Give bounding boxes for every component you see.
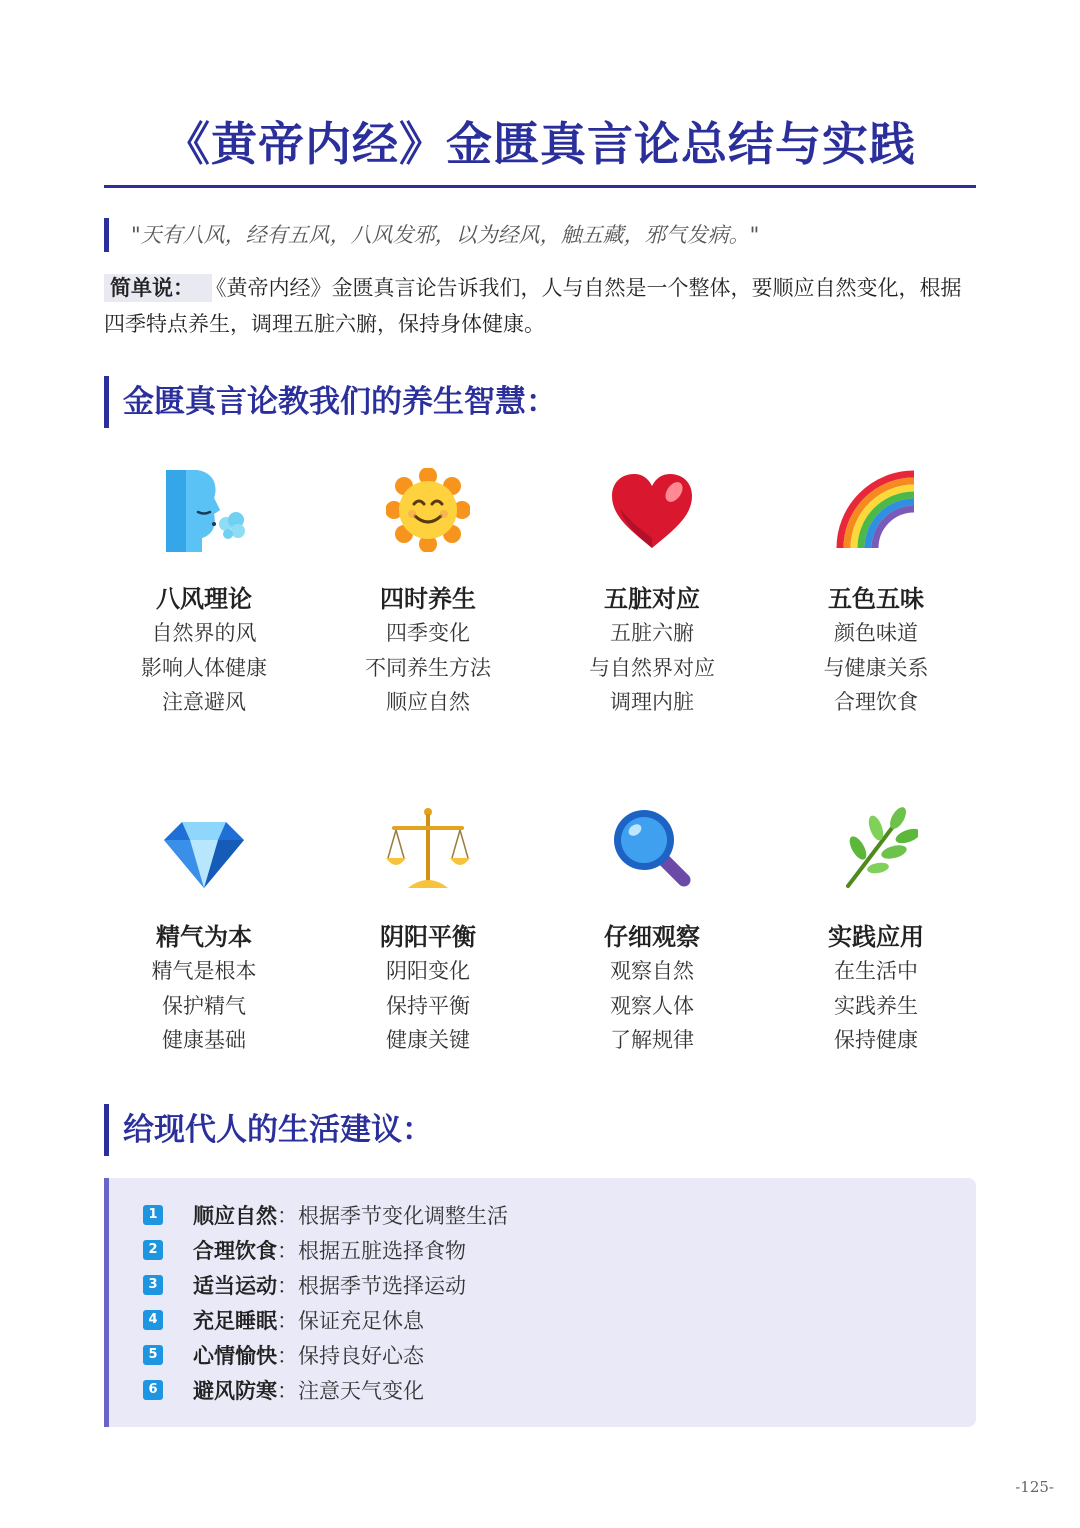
section-heading-advice: 给现代人的生活建议：	[104, 1104, 964, 1156]
card-line: 四季变化	[386, 621, 470, 645]
advice-text: ：注意天气变化	[277, 1379, 424, 1403]
card-line: 精气是根本	[151, 959, 257, 983]
card-line: 了解规律	[610, 1028, 694, 1052]
card-line: 注意避风	[162, 690, 246, 714]
card-wuzang	[552, 468, 752, 720]
card-line: 实践养生	[834, 993, 918, 1018]
card-title: 阴阳平衡	[380, 923, 476, 951]
advice-key: 避风防寒	[193, 1379, 277, 1403]
card-line: 调理内脏	[610, 690, 694, 714]
card-title: 仔细观察	[604, 923, 700, 951]
summary-text: 《黄帝内经》金匮真言论告诉我们，人与自然是一个整体，要顺应自然变化，根据四季特点养生，调理五脏六腑，保持身体健康。	[104, 276, 962, 336]
card-yinyang	[328, 806, 528, 1058]
card-bafeng	[104, 468, 304, 720]
herb-icon	[834, 806, 918, 890]
page-title: 《黄帝内经》金匮真言论总结与实践	[164, 117, 916, 171]
card-guancha	[552, 806, 752, 1058]
card-title: 实践应用	[828, 923, 924, 951]
card-line: 在生活中	[834, 959, 918, 983]
smiling-sun-icon	[386, 468, 470, 552]
card-title: 精气为本	[156, 923, 252, 951]
card-line: 阴阳变化	[386, 959, 470, 983]
card-line: 自然界的风	[151, 621, 257, 645]
advice-text: ：保持良好心态	[277, 1344, 424, 1368]
number-badge: 3	[143, 1275, 163, 1295]
number-badge: 1	[143, 1205, 163, 1225]
card-line: 观察自然	[610, 959, 694, 983]
card-line: 不同养生方法	[365, 655, 491, 680]
page-number: -125-	[1015, 1478, 1054, 1496]
card-line: 颜色味道	[834, 621, 918, 645]
title-divider	[104, 185, 976, 188]
advice-item	[143, 1306, 424, 1336]
rainbow-icon	[834, 468, 918, 552]
summary-label: 简单说：	[104, 274, 212, 302]
card-line: 合理饮食	[834, 690, 918, 714]
advice-item	[143, 1376, 424, 1406]
magnifying-glass-icon	[610, 806, 694, 890]
advice-text: ：保证充足休息	[277, 1309, 424, 1333]
advice-item	[143, 1236, 466, 1266]
card-line: 顺应自然	[386, 690, 470, 714]
advice-item	[143, 1271, 466, 1301]
card-line: 与自然界对应	[589, 655, 715, 680]
advice-text: ：根据五脏选择食物	[277, 1239, 466, 1263]
number-badge: 2	[143, 1240, 163, 1260]
advice-text: ：根据季节变化调整生活	[277, 1204, 508, 1228]
section-heading-wisdom: 金匮真言论教我们的养生智慧：	[104, 376, 964, 428]
card-title: 八风理论	[156, 585, 252, 613]
card-line: 五脏六腑	[610, 621, 694, 645]
card-title: 五色五味	[828, 585, 924, 613]
advice-key: 心情愉快	[193, 1344, 277, 1368]
advice-key: 适当运动	[193, 1274, 277, 1298]
card-line: 观察人体	[610, 993, 694, 1018]
card-shijian	[776, 806, 976, 1058]
card-line: 保护精气	[162, 993, 246, 1018]
card-title: 五脏对应	[604, 585, 700, 613]
advice-key: 顺应自然	[193, 1204, 277, 1228]
summary-paragraph	[104, 270, 976, 342]
advice-key: 合理饮食	[193, 1239, 277, 1263]
card-line: 保持健康	[834, 1028, 918, 1052]
card-title: 四时养生	[380, 585, 476, 613]
card-line: 健康关键	[386, 1028, 470, 1052]
advice-box	[104, 1178, 976, 1427]
advice-text: ：根据季节选择运动	[277, 1274, 466, 1298]
card-wuse	[776, 468, 976, 720]
gem-icon	[162, 806, 246, 890]
red-heart-icon	[610, 468, 694, 552]
card-line: 保持平衡	[386, 993, 470, 1018]
number-badge: 5	[143, 1345, 163, 1365]
advice-item	[143, 1201, 508, 1231]
card-line: 影响人体健康	[141, 655, 267, 680]
number-badge: 4	[143, 1310, 163, 1330]
number-badge: 6	[143, 1380, 163, 1400]
card-line: 与健康关系	[823, 655, 929, 680]
card-sishi	[328, 468, 528, 720]
advice-item	[143, 1341, 424, 1371]
card-jingqi	[104, 806, 304, 1058]
classic-quote: "天有八风，经有五风，八风发邪，以为经风，触五藏，邪气发病。"	[104, 218, 964, 252]
balance-scale-icon	[386, 806, 470, 890]
advice-key: 充足睡眠	[193, 1309, 277, 1333]
face-exhaling-wind-icon	[162, 468, 246, 552]
card-line: 健康基础	[162, 1028, 246, 1052]
